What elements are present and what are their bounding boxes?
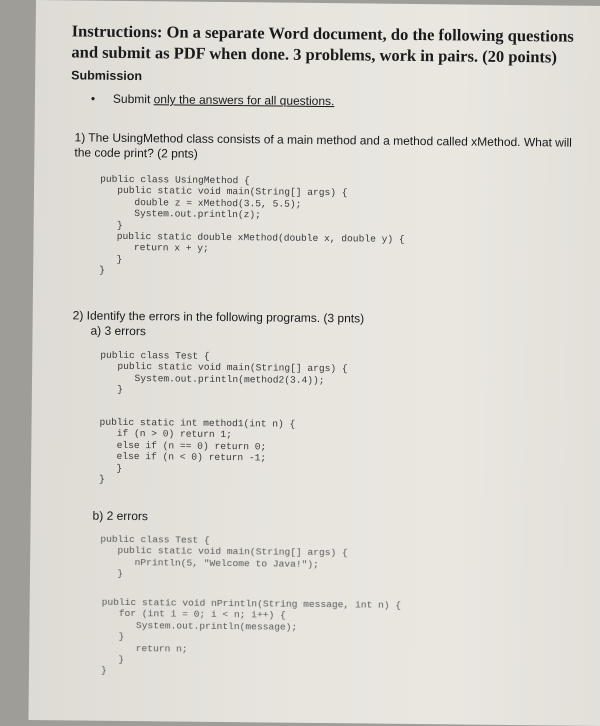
question-1-code: public class UsingMethod { public static void main(String[] args) { double z = xMethod(3.5, 5.5); System.out.println(z); } public static double xMethod(double x, double y) { return x + y; } }: [99, 173, 405, 276]
part-a-code-method: public static int method1(int n) { if (n > 0) return 1; else if (n == 0) return 0; else if (n < 0) return -1; } }: [98, 416, 296, 485]
document-page: [28, 0, 600, 726]
part-b-code-main: public class Test { public static void main(String[] args) { nPrintln(5, "Welcome to Java!"); }: [99, 533, 348, 580]
instructions-title: Instructions: On a separate Word document, do the following questions and submit as PDF when done. 3 problems, work in pairs. (20 points): [71, 21, 574, 67]
part-b-label: b) 2 errors: [92, 508, 149, 524]
submission-heading: Submission: [71, 68, 143, 84]
question-2-text: 2) Identify the errors in the following programs. (3 pnts): [72, 308, 365, 326]
bullet-underlined-text: only the answers for all questions.: [153, 92, 335, 109]
part-a-label: a) 3 errors: [90, 323, 146, 339]
bullet-dot-icon: •: [90, 91, 96, 106]
question-1-text: 1) The UsingMethod class consists of a main method and a method called xMethod. What will the code print? (2 pnts): [74, 130, 572, 161]
part-a-code-main: public class Test { public static void main(String[] args) { System.out.println(method2(3.4)); }: [99, 349, 348, 396]
part-b-code-method: public static void nPrintln(String message, int n) { for (int i = 0; i < n; i++) { System.out.println(message); } return n; } }: [100, 596, 402, 677]
submission-bullet: [91, 92, 335, 109]
bullet-text: Submit: [112, 91, 154, 107]
